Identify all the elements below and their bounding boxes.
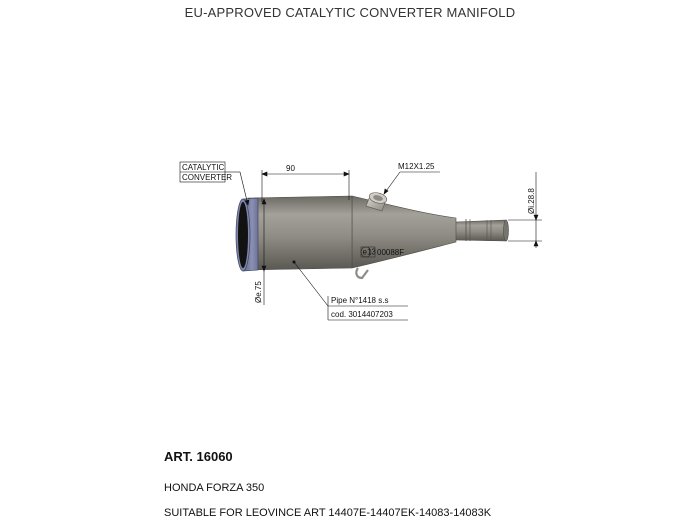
compatibility-note: SUITABLE FOR LEOVINCE ART 14407E-14407EK-14083-14083K bbox=[164, 507, 492, 519]
dim-outlet-label: Øi.28.8 bbox=[527, 188, 536, 214]
callout-catalytic-line1: CATALYTIC bbox=[182, 163, 225, 172]
dim-inlet-label: Øe.75 bbox=[254, 281, 263, 303]
dim-length-label: 90 bbox=[286, 164, 295, 173]
pipe-label-line2: cod. 3014407203 bbox=[331, 310, 393, 319]
hanger-tab bbox=[356, 268, 368, 278]
svg-text:e13: e13 bbox=[362, 247, 376, 257]
dim-outlet bbox=[508, 172, 542, 248]
svg-text:00088F: 00088F bbox=[377, 248, 405, 257]
pipe-label-line1: Pipe N°1418 s.s bbox=[331, 296, 389, 305]
vehicle-model: HONDA FORZA 350 bbox=[164, 482, 265, 494]
catalytic-ring bbox=[236, 198, 258, 271]
callout-catalytic-line2: CONVERTER bbox=[182, 173, 233, 182]
article-number: ART. 16060 bbox=[164, 449, 233, 464]
dim-thread bbox=[384, 172, 440, 194]
homologation-stamp bbox=[361, 247, 404, 257]
dim-thread-label: M12X1.25 bbox=[398, 162, 435, 171]
page-title: EU-APPROVED CATALYTIC CONVERTER MANIFOLD bbox=[184, 5, 516, 20]
